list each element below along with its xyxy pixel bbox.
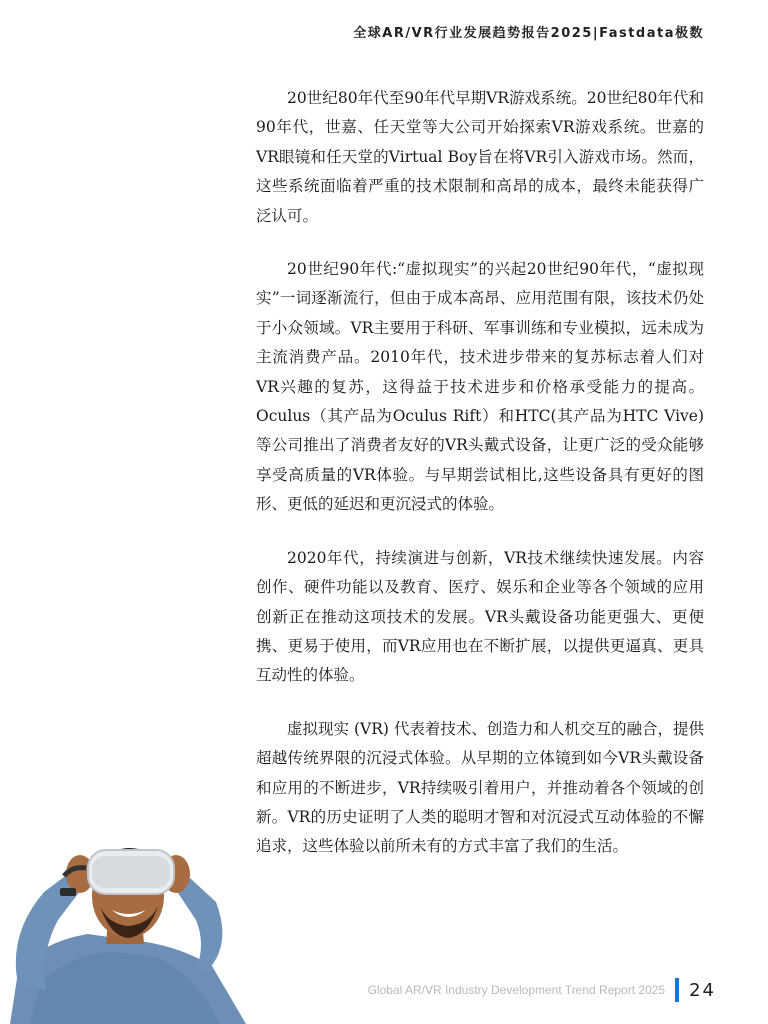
vr-headset-front — [92, 856, 170, 888]
watch-shape — [60, 888, 76, 896]
running-header: 全球AR/VR行业发展趋势报告2025|Fastdata极数 — [353, 26, 704, 41]
footer-accent-bar — [675, 978, 679, 1002]
paragraph-vr-summary: 虚拟现实 (VR) 代表着技术、创造力和人机交互的融合，提供超越传统界限的沉浸式体验。从早期的立体镜到如今VR头戴设备和应用的不断进步，VR持续吸引着用户，并推动着各个领域的创新。VR的历史证明了人类的聪明才智和对沉浸式互动体验的不懈追求，这些体验以前所未有的方式丰富了我们的生活。 — [256, 719, 704, 856]
paragraph-virtual-reality-rise: 20世纪90年代:“虚拟现实”的兴起20世纪90年代，“虚拟现实”一词逐渐流行，但由于成本高昂、应用范围有限，该技术仍处于小众领域。VR主要用于科研、军事训练和专业模拟，远未成为主流消费产品。2010年代，技术进步带来的复苏标志着人们对VR兴趣的复苏，这得益于技术进步和价格承受能力的提高。Oculus（其产品为Oculus Rift）和HTC(其产品为HTC Vive)等公司推出了消费者友好的VR头戴式设备，让更广泛的受众能够享受高质量的VR体验。与早期尝试相比,这些设备具有更好的图形、更低的延迟和更沉浸式的体验。 — [256, 260, 704, 514]
footer-report-title: Global AR/VR Industry Development Trend Report 2025 — [367, 983, 666, 997]
vr-headset-user-illustration — [0, 794, 260, 1024]
paragraph-vr-gaming-80s-90s: 20世纪80年代至90年代早期VR游戏系统。20世纪80年代和90年代，世嘉、任天堂等大公司开始探索VR游戏系统。世嘉的VR眼镜和任天堂的Virtual Boy旨在将VR引入游戏市场。然而，这些系统面临着严重的技术限制和高昂的成本，最终未能获得广泛认可。 — [256, 89, 704, 225]
page-footer — [368, 978, 716, 1002]
body-text — [256, 84, 704, 886]
paragraph-2020s-innovation: 2020年代，持续演进与创新，VR技术继续快速发展。内容创作、硬件功能以及教育、医疗、娱乐和企业等各个领域的应用创新正在推动这项技术的发展。VR头戴设备功能更强大、更便携、更易于使用，而VR应用也在不断扩展，以提供更逼真、更具互动性的体验。 — [256, 548, 704, 685]
page-number: 24 — [689, 979, 716, 1001]
